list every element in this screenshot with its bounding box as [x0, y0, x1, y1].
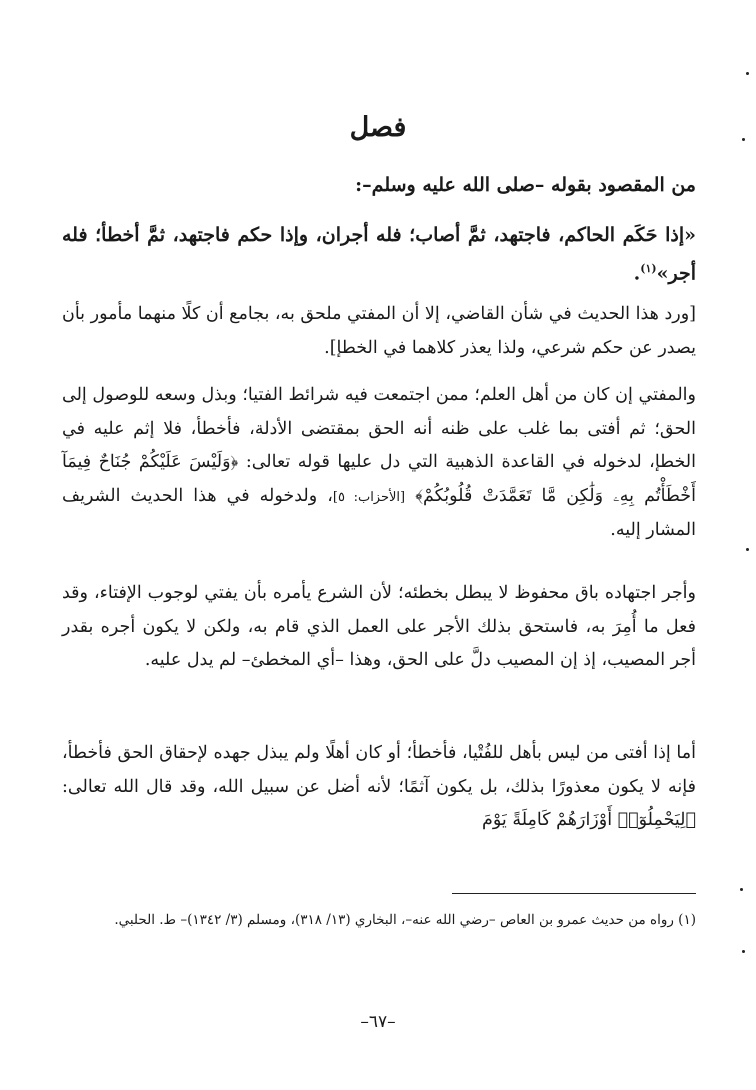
paragraph-2-tail: ، ولدخوله في هذا الحديث الشريف المشار إليه.	[62, 485, 696, 540]
footnote-separator	[452, 893, 696, 894]
hadith-text	[62, 218, 696, 290]
quran-verse: ﴿وَلَيْسَ عَلَيْكُمْ جُنَاحٌ فِيمَآ أَخْطَأْتُم بِهِۦ وَلَٰكِن مَّا تَعَمَّدَتْ قُلُوبُكُمْ﴾	[62, 452, 696, 506]
quran-verse-2: ﴿لِيَحْمِلُوٓا۟ أَوْزَارَهُمْ كَامِلَةً يَوْمَ	[482, 810, 696, 830]
hadith-tail: .	[633, 262, 641, 285]
edge-dot	[740, 888, 743, 891]
paragraph-1: [ورد هذا الحديث في شأن القاضي، إلا أن المفتي ملحق به، بجامع أن كلًا منهما مأمور بأن يصدر عن حكم شرعي، ولذا يعذر كلاهما في الخطإ].	[62, 304, 696, 358]
edge-dot	[746, 72, 749, 75]
paragraph-2	[62, 379, 696, 548]
footnote: (١) رواه من حديث عمرو بن العاص –رضي الله عنه–، البخاري (١٣/ ٣١٨)، ومسلم (٣/ ١٣٤٢)– ط. الحلبي.	[114, 912, 696, 928]
paragraph-4	[62, 737, 696, 838]
edge-dot	[742, 950, 745, 953]
lead-line: من المقصود بقوله –صلى الله عليه وسلم–:	[355, 174, 696, 196]
page-number: –٦٧–	[360, 1012, 396, 1032]
paragraph-3: وأجر اجتهاده باق محفوظ لا يبطل بخطئه؛ لأن الشرع يأمره بأن يفتي لوجوب الإفتاء، وقد فعل ما أُمِرَ به، فاستحق بذلك الأجر على العمل الذي قام به، ولكن لا يكون أجره بقدر أجر المصيب، إذ إن المصيب دلَّ على الحق، وهذا –أي المخطئ– لم يدل عليه.	[62, 583, 696, 670]
verse-reference: [الأحزاب: ٥]	[332, 489, 406, 505]
footnote-marker[interactable]: (١)	[640, 262, 657, 275]
paragraph-2-text: والمفتي إن كان من أهل العلم؛ ممن اجتمعت فيه شرائط الفتيا؛ وبذل وسعه للوصول إلى الحق؛ ثم أفتى بما غلب على ظنه أنه الحق بمقتضى الأدلة، فأخطأ، فلا إثم عليه في الخطإ، لدخوله في القاعدة الذهبية التي دل عليها قوله تعالى:	[62, 385, 696, 472]
edge-dot	[746, 548, 749, 551]
hadith-body: «إذا حَكَم الحاكم، فاجتهد، ثمَّ أصاب؛ فله أجران، وإذا حكم فاجتهد، ثمَّ أخطأ؛ فله أجر»	[62, 224, 696, 285]
edge-dot	[742, 138, 745, 141]
paragraph-4-text: أما إذا أفتى من ليس بأهل للفُتْيا، فأخطأ؛ أو كان أهلًا ولم يبذل جهده لإحقاق الحق فأخطأ، فإنه لا يكون معذورًا بذلك، بل يكون آثمًا؛ لأنه أضل عن سبيل الله، وقد قال الله تعالى:	[62, 743, 696, 797]
section-title: فصل	[349, 112, 407, 143]
